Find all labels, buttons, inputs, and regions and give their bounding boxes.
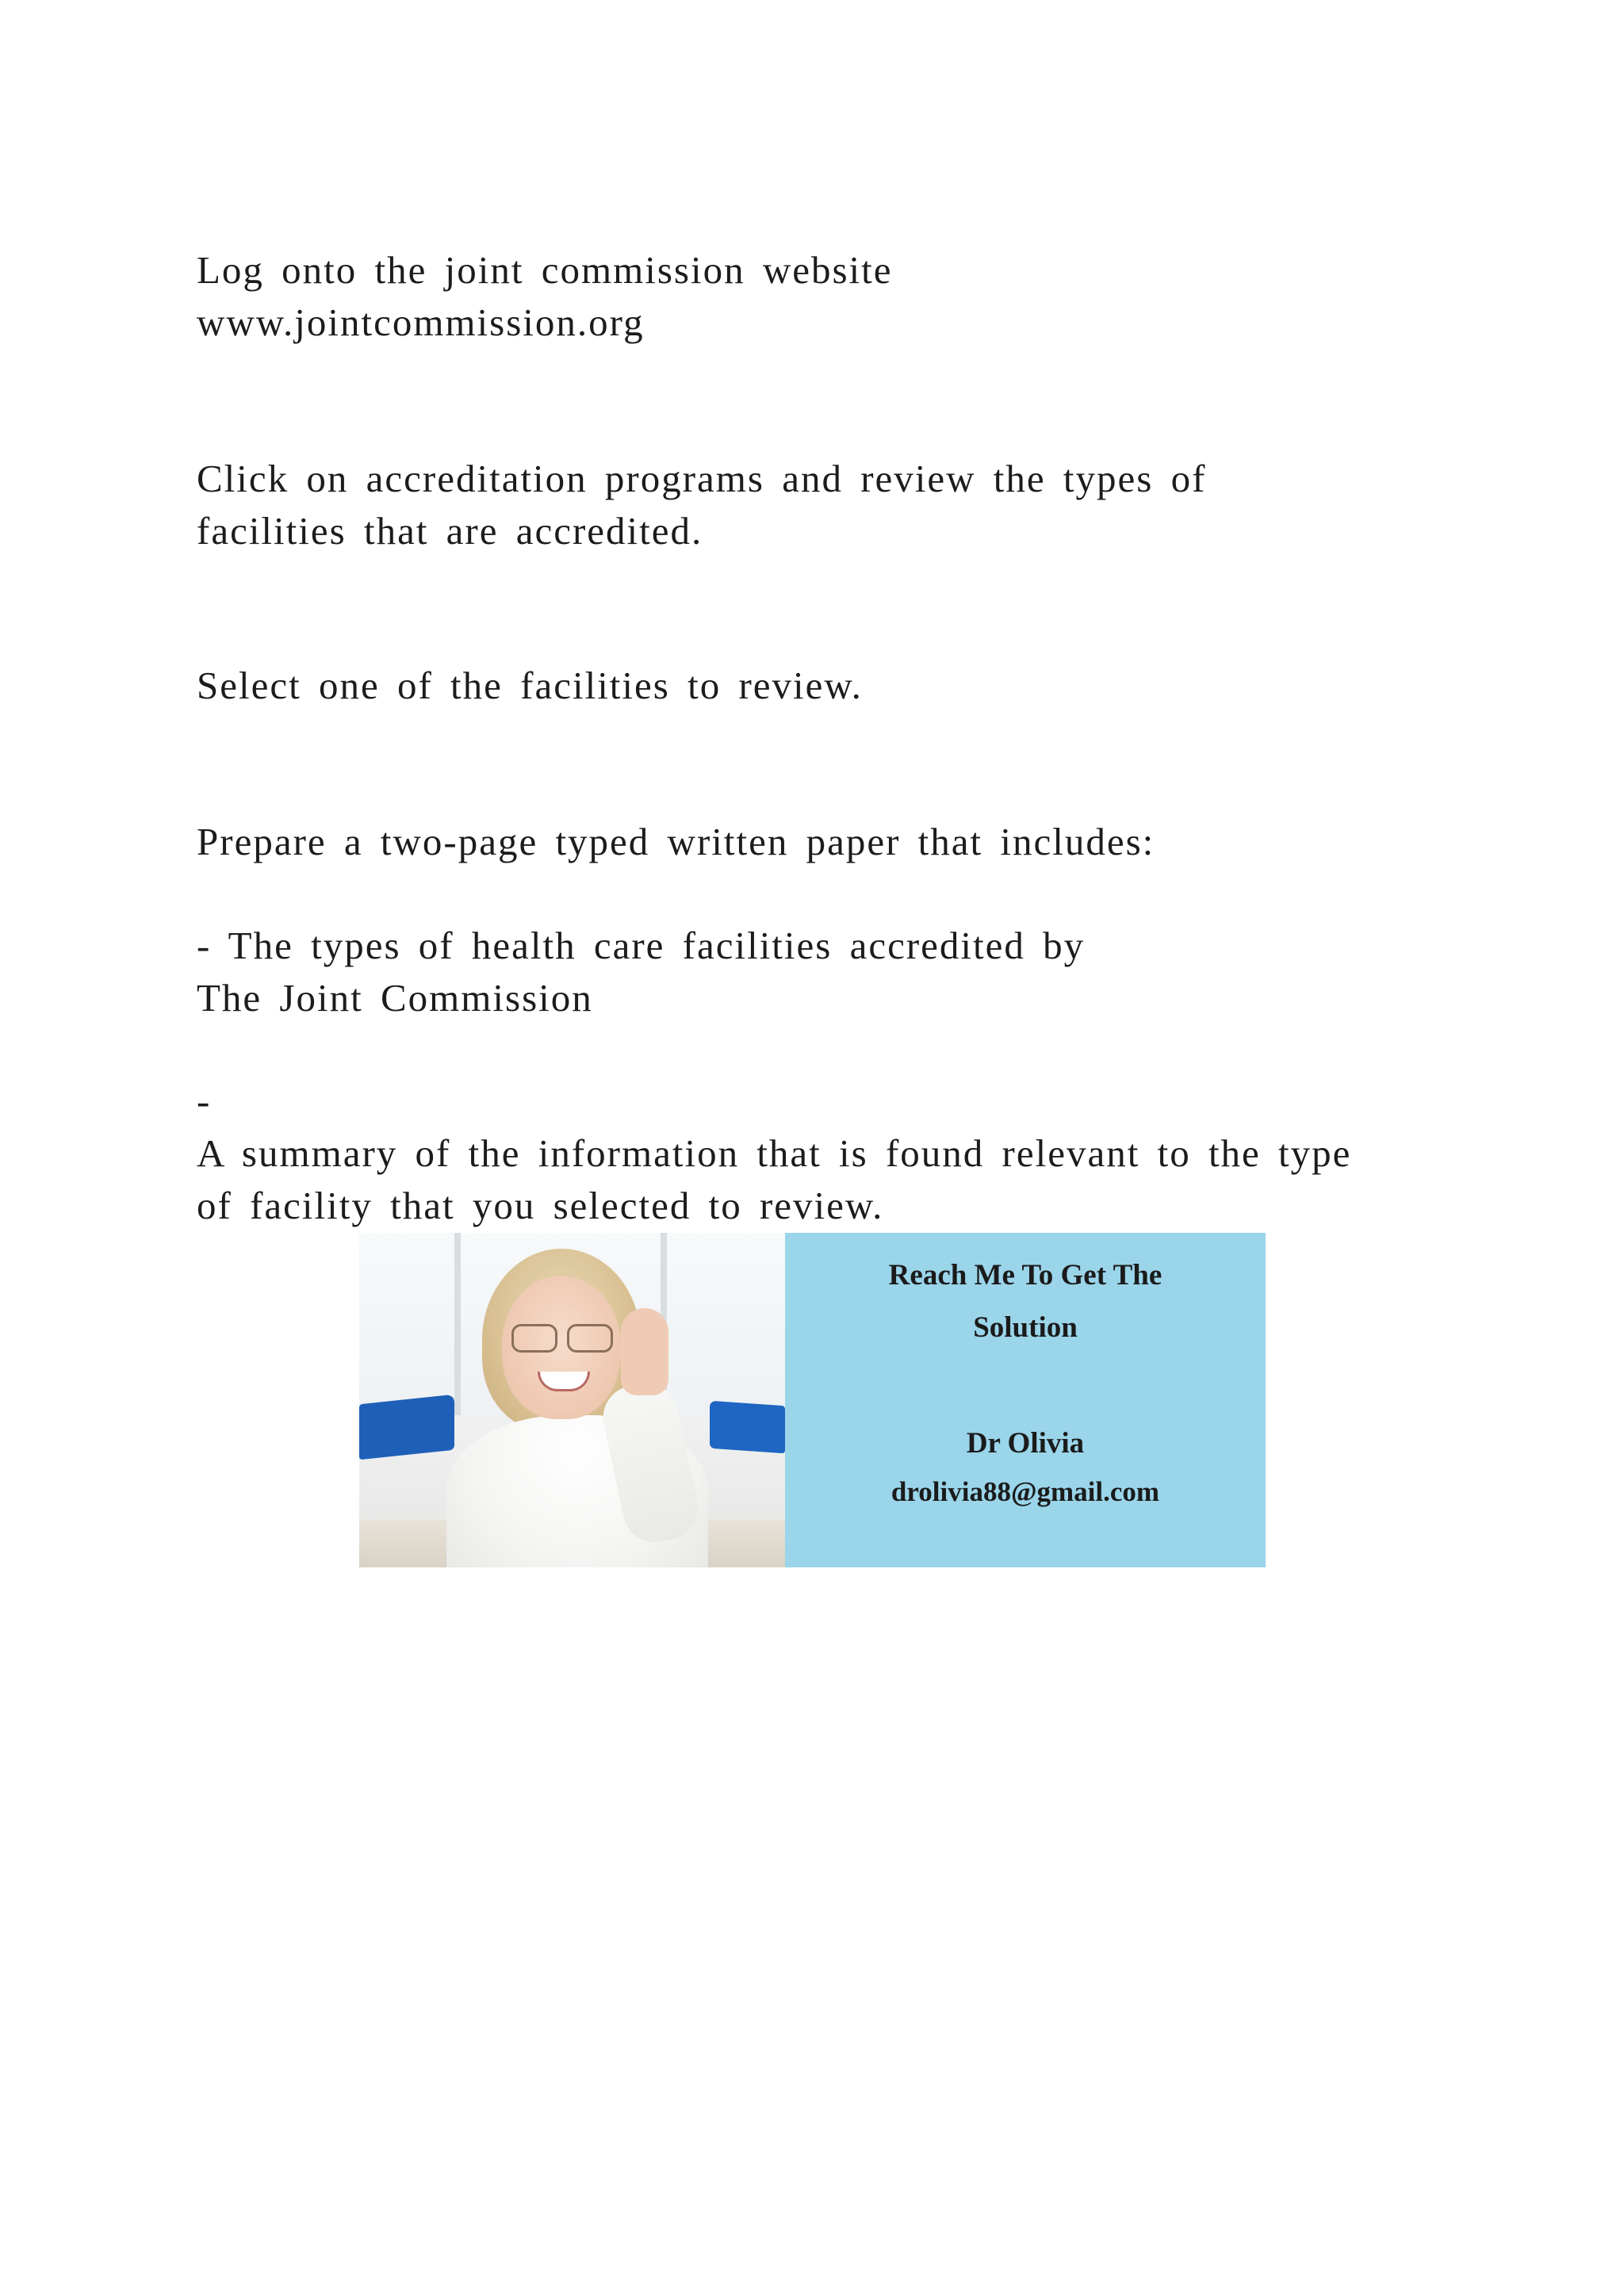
person-hand bbox=[621, 1308, 668, 1395]
promo-banner bbox=[359, 1233, 1266, 1567]
paragraph-line: www.jointcommission.org bbox=[197, 300, 645, 344]
instruction-paragraph-4 bbox=[197, 816, 1434, 868]
glasses-icon bbox=[511, 1324, 613, 1351]
blue-chair-left bbox=[359, 1395, 454, 1460]
banner-headline-line-2: Solution bbox=[973, 1311, 1078, 1344]
contact-name: Dr Olivia bbox=[966, 1427, 1085, 1460]
requirement-item-1 bbox=[197, 920, 1434, 1024]
paragraph-line: - The types of health care facilities accredited by bbox=[197, 924, 1086, 967]
paragraph-line: Log onto the joint commission website bbox=[197, 248, 893, 292]
paragraph-line: Click on accreditation programs and review the types of bbox=[197, 457, 1207, 500]
blue-chair-right bbox=[710, 1401, 785, 1454]
paragraph-line: The Joint Commission bbox=[197, 976, 593, 1020]
banner-headline-line-1: Reach Me To Get The bbox=[888, 1259, 1162, 1292]
paragraph-line: facilities that are accredited. bbox=[197, 509, 703, 553]
paragraph-line: Select one of the facilities to review. bbox=[197, 664, 863, 707]
contact-info-panel bbox=[785, 1233, 1266, 1567]
requirement-item-2 bbox=[197, 1075, 1434, 1232]
instruction-paragraph-2 bbox=[197, 453, 1434, 557]
woman-with-glasses-photo bbox=[359, 1233, 785, 1567]
contact-email: drolivia88@gmail.com bbox=[891, 1476, 1160, 1507]
instruction-paragraph-3 bbox=[197, 660, 1434, 712]
instruction-paragraph-1 bbox=[197, 244, 1434, 349]
paragraph-line: - bbox=[197, 1079, 212, 1123]
paragraph-line: A summary of the information that is found relevant to the type bbox=[197, 1131, 1352, 1175]
paragraph-line: Prepare a two-page typed written paper that includes: bbox=[197, 820, 1155, 863]
paragraph-line: of facility that you selected to review. bbox=[197, 1184, 884, 1227]
